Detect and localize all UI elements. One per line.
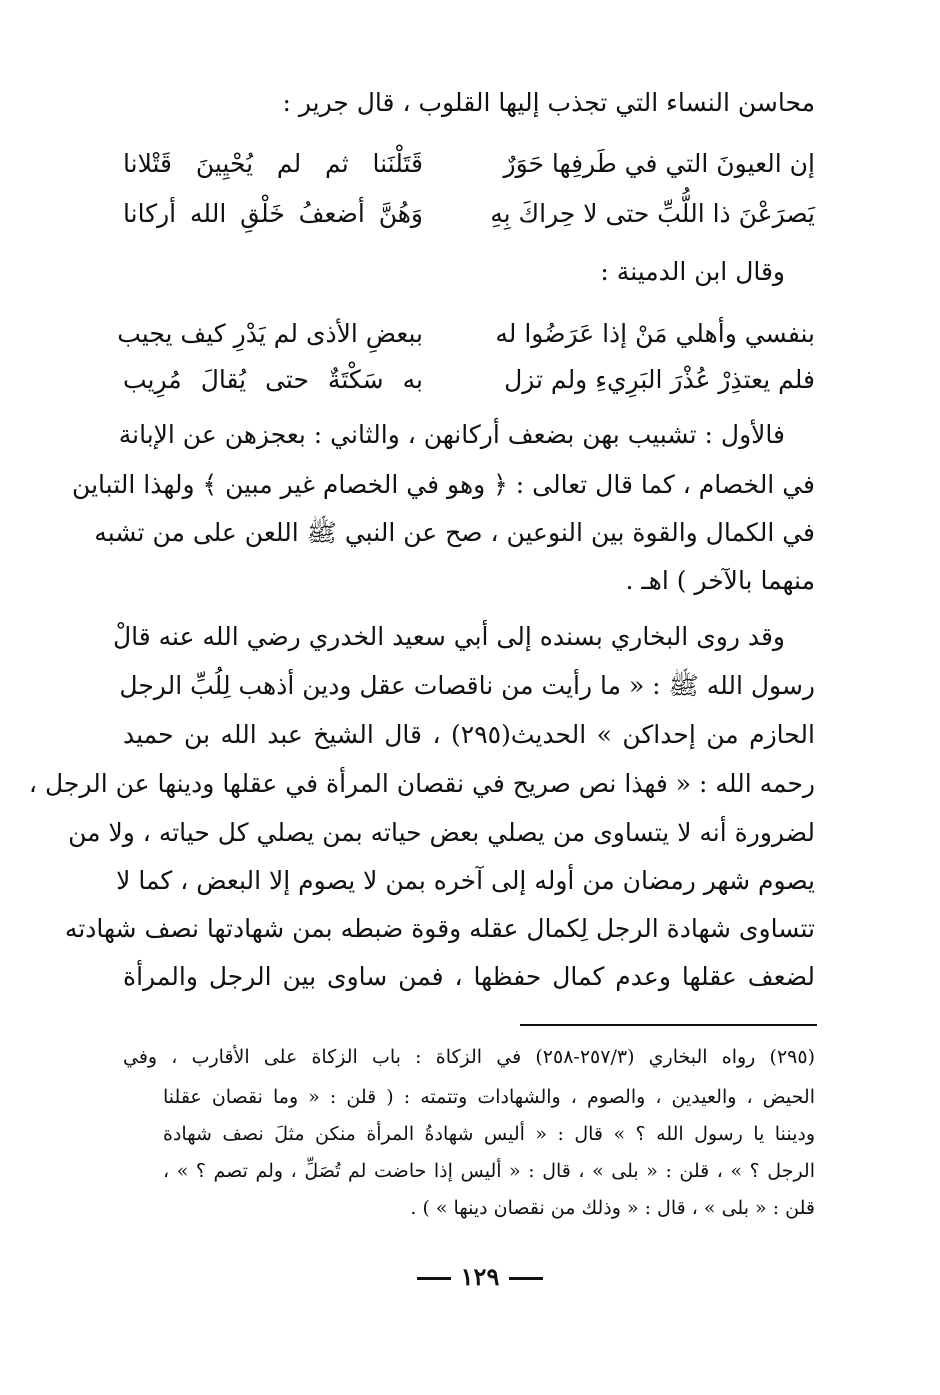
paragraph-line: لضعف عقلها وعدم كمال حفظها ، فمن ساوى بين الرجل والمرأة [123,962,815,991]
verse-hemistich-first: يَصرَعْنَ ذا اللُّبِّ حتى لا حِراكَ بِهِ [490,199,815,228]
dash-right [417,1277,451,1280]
paragraph-line: الحازم من إحداكن » الحديث(٢٩٥) ، قال الشيخ عبد الله بن حميد [123,720,815,749]
paragraph-line: يصوم شهر رمضان من أوله إلى آخره بمن لا يصوم إلا البعض ، كما لا [116,866,815,895]
footnote-line: وديننا يا رسول الله ؟ » قال : « أليس شهادةُ المرأة منكن مثلَ نصف شهادة [163,1123,815,1145]
paragraph-line: رسول الله ﷺ : « ما رأيت من ناقصات عقل ودين أذهب لِلُبِّ الرجل [119,671,815,700]
footnote-line: الحيض ، والعيدين ، والصوم ، والشهادات وتتمته : ( قلن : « وما نقصان عقلنا [163,1086,815,1108]
paragraph-line: تتساوى شهادة الرجل لِكمال عقله وقوة ضبطه بمن شهادتها نصف شهادته [64,914,815,943]
paragraph-line: وقد روى البخاري بسنده إلى أبي سعيد الخدري رضي الله عنه قالْ [112,622,785,651]
page-number [360,1262,600,1291]
verse-hemistich-first: فلم يعتذِرْ عُذْرَ البَرِيءِ ولم تزل [504,365,815,394]
page-number-text: ١٢٩ [460,1262,500,1291]
paragraph-line: في الكمال والقوة بين النوعين ، صح عن النبي ﷺ اللعن على من تشبه [94,518,815,547]
verse-dumayna-1 [117,314,815,354]
verse-hemistich-first: إن العيونَ التي في طَرفِها حَوَرٌ [503,149,815,178]
verse-dumayna-2 [123,360,815,400]
verse-jarir-2 [123,194,815,234]
dash-left [509,1277,543,1280]
footnote-line: الرجل ؟ » ، قلن : « بلى » ، قال : « أليس إذا حاضت لم تُصَلِّ ، ولم تصم ؟ » ، [163,1160,815,1182]
intro-line: محاسن النساء التي تجذب إليها القلوب ، قال جرير : [282,88,815,117]
footnote-line: (٢٩٥) رواه البخاري (٢٥٧/٣-٢٥٨) في الزكاة : باب الزكاة على الأقارب ، وفي [123,1046,815,1068]
footnote-separator [520,1024,817,1026]
intro-line-2: وقال ابن الدمينة : [600,257,785,286]
paragraph-line: لضرورة أنه لا يتساوى من يصلي بعض حياته بمن يصلي كل حياته ، ولا من [68,818,815,847]
paragraph-line: فالأول : تشبيب بهن بضعف أركانهن ، والثاني : بعجزهن عن الإبانة [118,420,785,449]
verse-hemistich-second: ببعضِ الأذى لم يَدْرِ كيف يجيب [117,319,423,348]
footnote-line: قلن : « بلى » ، قال : « وذلك من نقصان دينها » ) . [410,1197,815,1219]
verse-jarir-1 [123,144,815,184]
verse-hemistich-second: به سَكْتَةٌ حتى يُقالَ مُرِيب [123,365,423,394]
paragraph-line: في الخصام ، كما قال تعالى : ﴿ وهو في الخصام غير مبين ﴾ ولهذا التباين [72,470,815,499]
verse-hemistich-first: بنفسي وأهلي مَنْ إذا عَرَضُوا له [495,319,815,348]
paragraph-line: منهما بالآخر ) اهـ . [625,566,815,595]
paragraph-line: رحمه الله : « فهذا نص صريح في نقصان المرأة في عقلها ودينها عن الرجل ، [28,769,815,798]
verse-hemistich-second: وَهُنَّ أضعفُ خَلْقِ الله أركانا [123,199,423,228]
verse-hemistich-second: قَتَلْنَنا ثم لم يُحْيِينَ قَتْلانا [123,149,423,178]
